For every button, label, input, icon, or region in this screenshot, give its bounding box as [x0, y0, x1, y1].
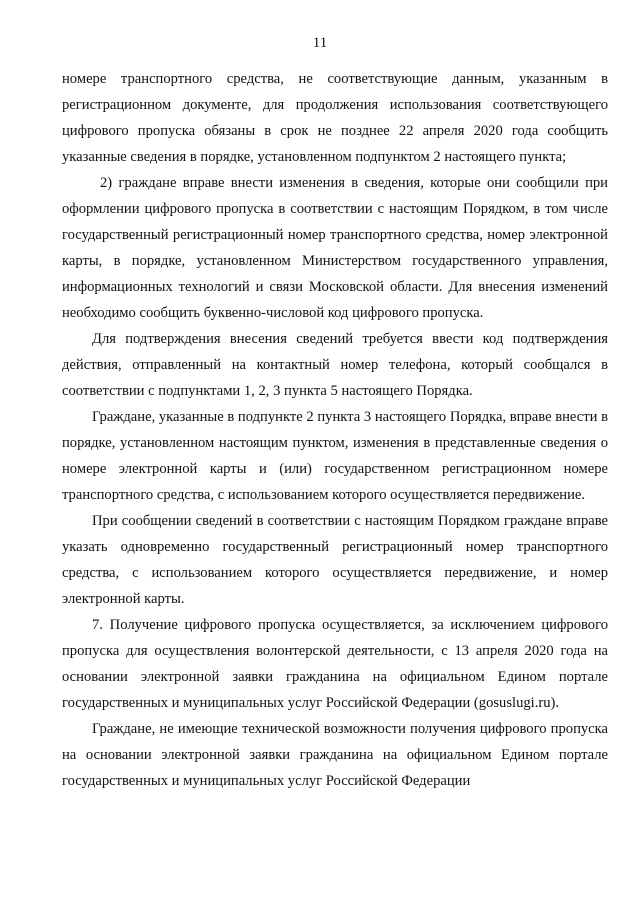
paragraph-subitem-2: 2) граждане вправе внести изменения в сведения, которые они сообщили при оформлении цифрового пропуска в соответствии с настоящим Порядком, в том числе государственный регистрационный номер транспортного средства, номер электронной карты, в порядке, установленном Министерством государственного управления, информационных технологий и связи Московской области. Для внесения изменений необходимо сообщить буквенно-числовой код цифрового пропуска.: [62, 175, 608, 321]
paragraph-simultaneous-info: При сообщении сведений в соответствии с настоящим Порядком граждане вправе указать одновременно государственный регистрационный номер транспортного средства, с использованием которого осуществляется передвижение, и номер электронной карты.: [62, 513, 608, 607]
paragraph-no-technical-possibility: Граждане, не имеющие технической возможности получения цифрового пропуска на основании электронной заявки гражданина на официальном Едином портале государственных и муниципальных услуг Российской Федерации: [62, 721, 608, 789]
paragraph-item-7: 7. Получение цифрового пропуска осуществляется, за исключением цифрового пропуска для осуществления волонтерской деятельности, с 13 апреля 2020 года на основании электронной заявки гражданина на официальном Едином портале государственных и муниципальных услуг Российской Федерации (gosuslugi.ru).: [62, 617, 608, 711]
page-number: 11: [312, 35, 328, 51]
paragraph-citizens-changes: Граждане, указанные в подпункте 2 пункта 3 настоящего Порядка, вправе внести в порядке, установленном настоящим пунктом, изменения в представленные сведения о номере электронной карты и (или) государственном регистрационном номере транспортного средства, с использованием которого осуществляется передвижение.: [62, 409, 608, 503]
paragraph-continuation: номере транспортного средства, не соответствующие данным, указанным в регистрационном документе, для продолжения использования соответствующего цифрового пропуска обязаны в срок не позднее 22 апреля 2020 года сообщить указанные сведения в порядке, установленном подпунктом 2 настоящего пункта;: [62, 71, 608, 165]
paragraph-confirmation-code: Для подтверждения внесения сведений требуется ввести код подтверждения действия, отправленный на контактный номер телефона, который сообщался в соответствии с подпунктами 1, 2, 3 пункта 5 настоящего Порядка.: [62, 331, 608, 399]
document-body: [62, 66, 608, 794]
